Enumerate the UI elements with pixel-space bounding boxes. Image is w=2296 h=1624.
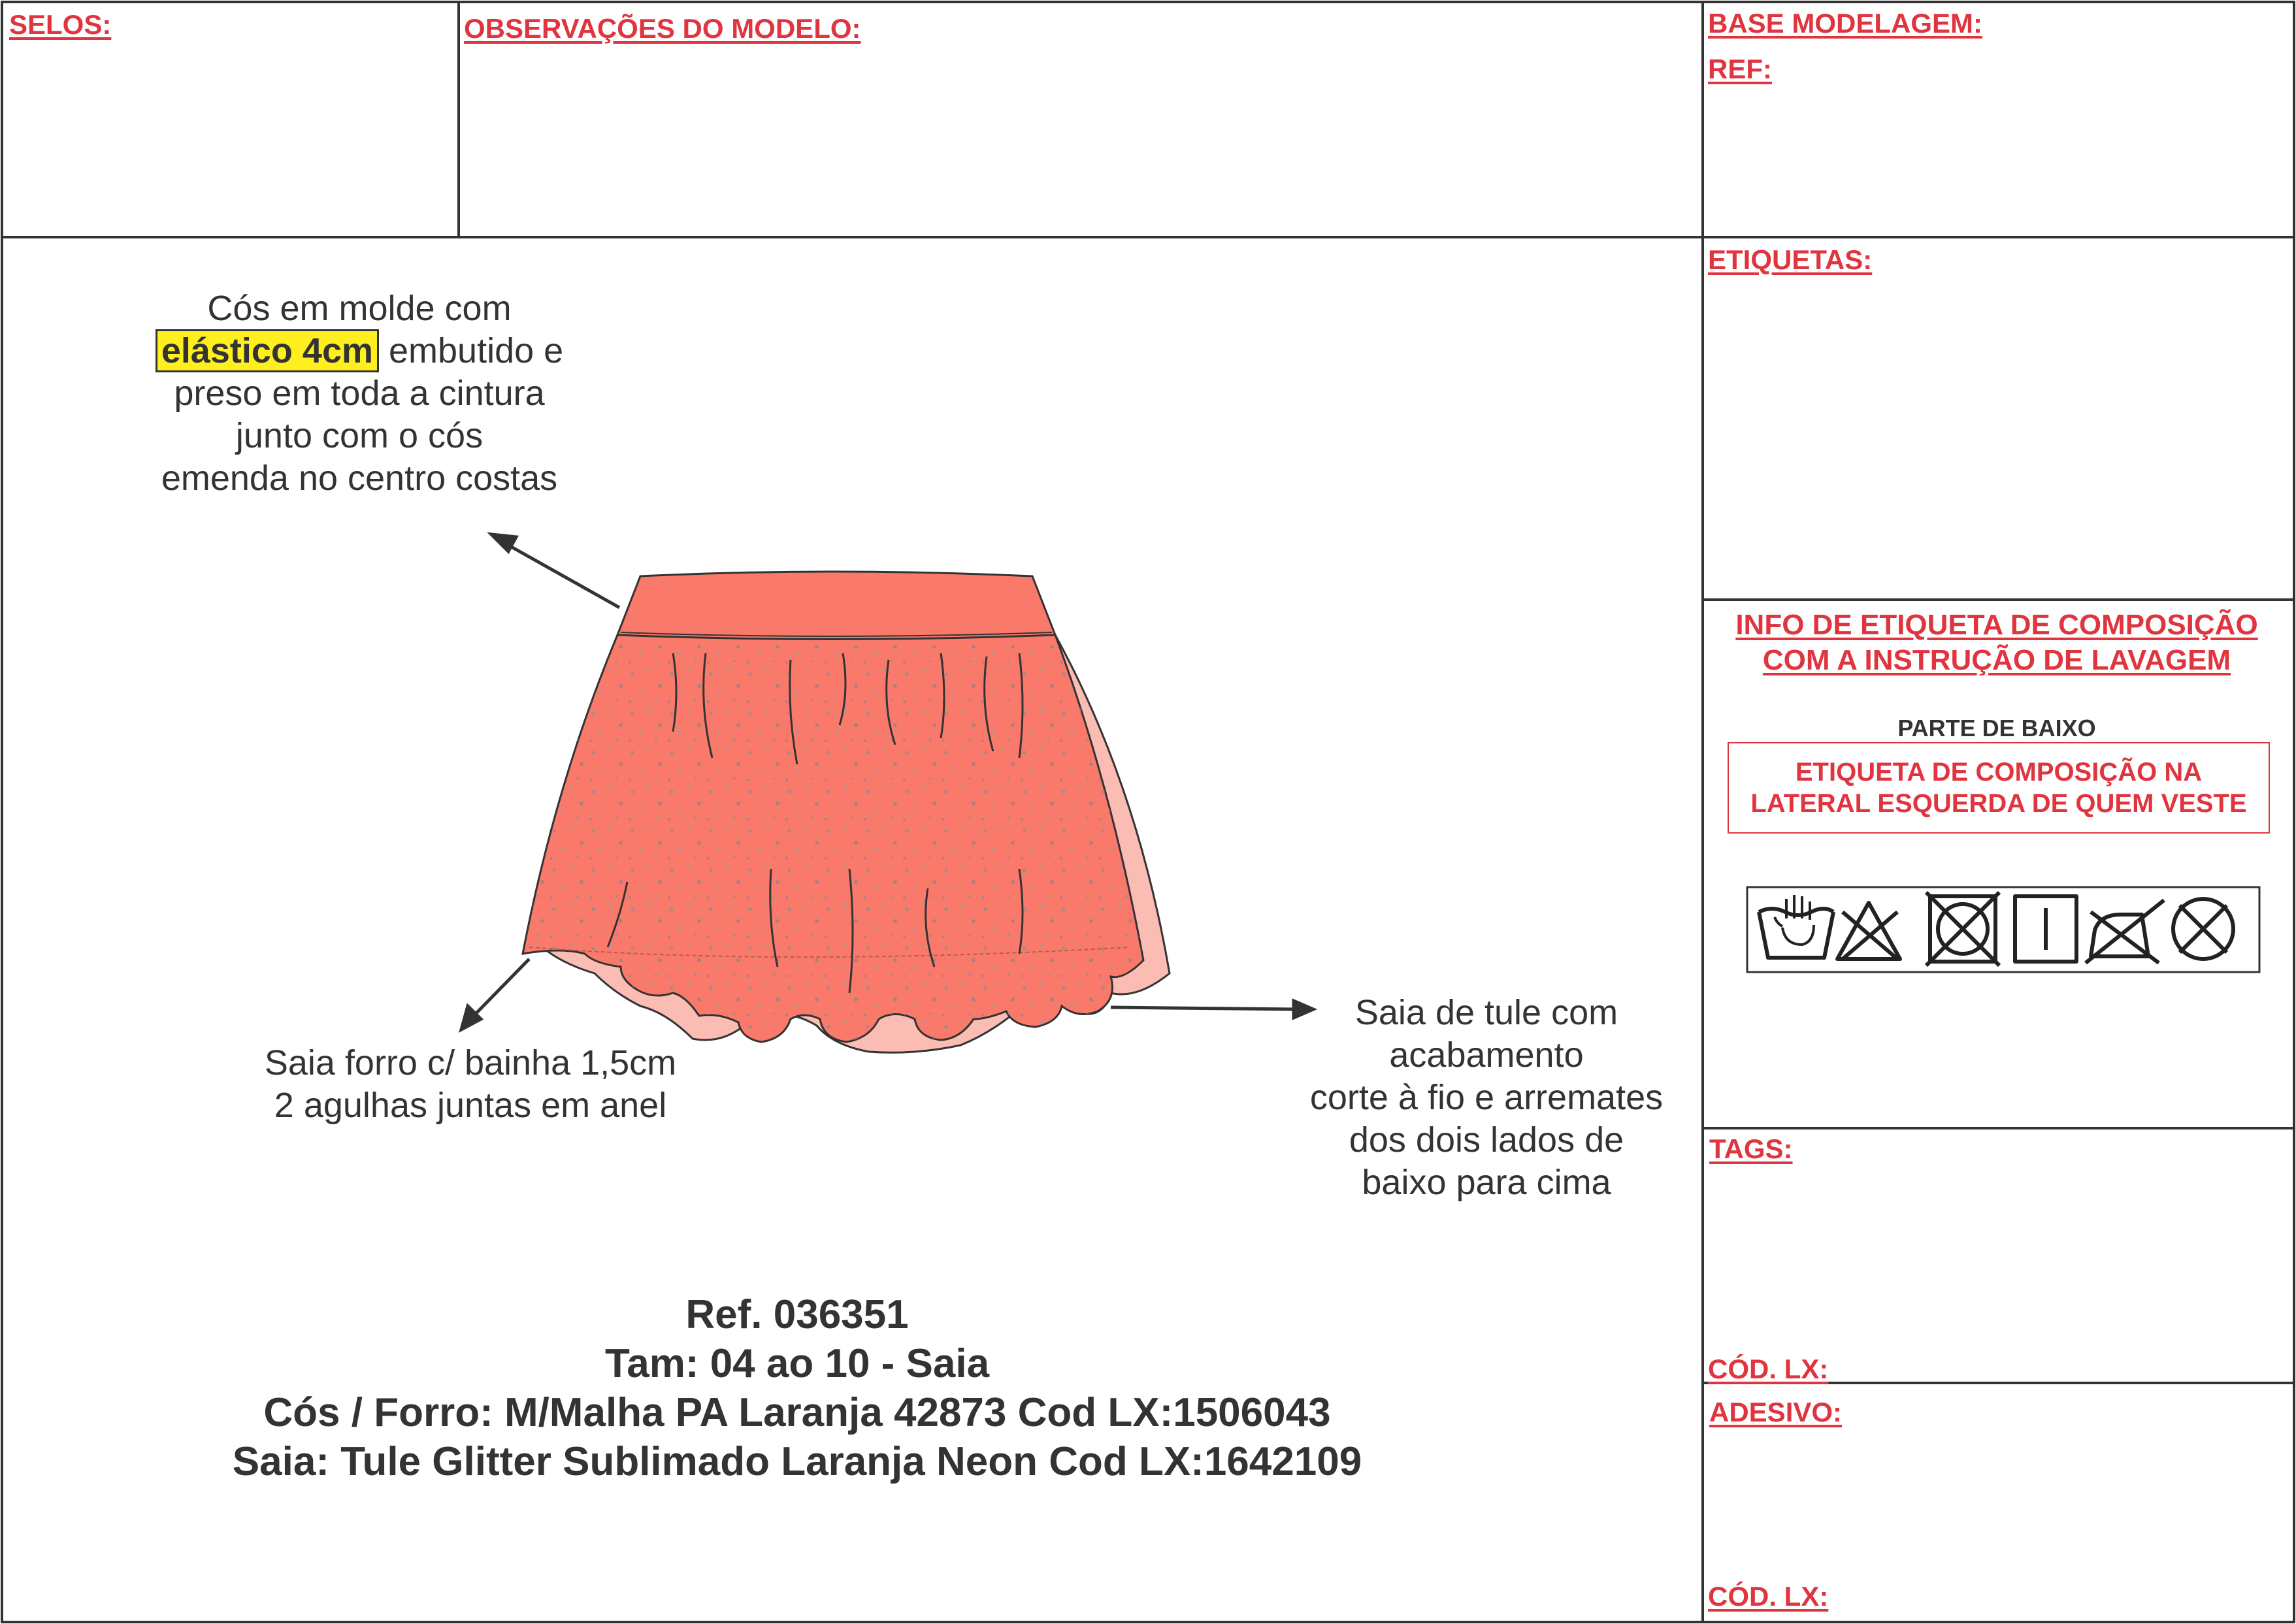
note-tule-line1: Saia de tule com [1354, 993, 1618, 1032]
product-saia: Saia: Tule Glitter Sublimado Laranja Neon Cod LX:1642109 [232, 1439, 1362, 1484]
arrow-forro [470, 959, 529, 1019]
care-symbols-strip [1746, 886, 2261, 973]
note-cos [144, 287, 575, 500]
note-cos-line3: preso em toda a cintura [174, 374, 545, 413]
note-cos-line5: emenda no centro costas [161, 459, 558, 498]
arrow-tule [1111, 1007, 1297, 1009]
parte-label: PARTE DE BAIXO [1897, 715, 2096, 741]
observacoes-label: OBSERVAÇÕES DO MODELO: [464, 13, 861, 44]
info-etiqueta-title [1703, 608, 2291, 678]
base-modelagem-label: BASE MODELAGEM: [1708, 8, 1982, 39]
tags-label: TAGS: [1709, 1133, 1793, 1164]
note-cos-line4: junto com o cós [235, 416, 484, 455]
note-cos-line1: Cós em molde com [207, 289, 512, 328]
product-reference [118, 1290, 1477, 1486]
tags-cod-label: CÓD. LX: [1708, 1354, 1829, 1384]
note-tule-line4: dos dois lados de [1349, 1120, 1624, 1160]
info-title-line1: INFO DE ETIQUETA DE COMPOSIÇÃO [1735, 609, 2258, 641]
note-tule-line3: corte à fio e arremates [1309, 1078, 1664, 1117]
note-cos-line2-rest: embutido e [379, 331, 564, 370]
composicao-line2: LATERAL ESQUERDA DE QUEM VESTE [1750, 789, 2247, 818]
product-tam: Tam: 04 ao 10 - Saia [604, 1341, 990, 1386]
product-cos-forro: Cós / Forro: M/Malha PA Laranja 42873 Cod LX:1506043 [263, 1390, 1331, 1435]
ref-label: REF: [1708, 54, 1772, 84]
arrow-cos [503, 542, 619, 608]
note-cos-line2 [144, 330, 575, 372]
note-forro [242, 1042, 699, 1127]
etiquetas-label: ETIQUETAS: [1708, 244, 1873, 275]
note-tule-line2: acabamento [1389, 1035, 1584, 1075]
note-forro-line2: 2 agulhas juntas em anel [274, 1086, 667, 1125]
selos-label: SELOS: [9, 9, 112, 40]
note-tule-line5: baixo para cima [1362, 1163, 1611, 1202]
adesivo-label: ADESIVO: [1709, 1397, 1843, 1427]
elastico-highlight: elástico 4cm [156, 329, 379, 372]
product-ref: Ref. 036351 [685, 1292, 909, 1337]
composicao-line1: ETIQUETA DE COMPOSIÇÃO NA [1795, 758, 2203, 787]
info-title-line2: COM A INSTRUÇÃO DE LAVAGEM [1762, 644, 2231, 676]
no-tumble-dry-icon [1926, 892, 1999, 966]
skirt-waistband [617, 572, 1055, 640]
composicao-box [1728, 742, 2270, 834]
note-forro-line1: Saia forro c/ bainha 1,5cm [264, 1043, 677, 1082]
adesivo-cod-label: CÓD. LX: [1708, 1581, 1829, 1612]
note-tule [1284, 992, 1689, 1204]
